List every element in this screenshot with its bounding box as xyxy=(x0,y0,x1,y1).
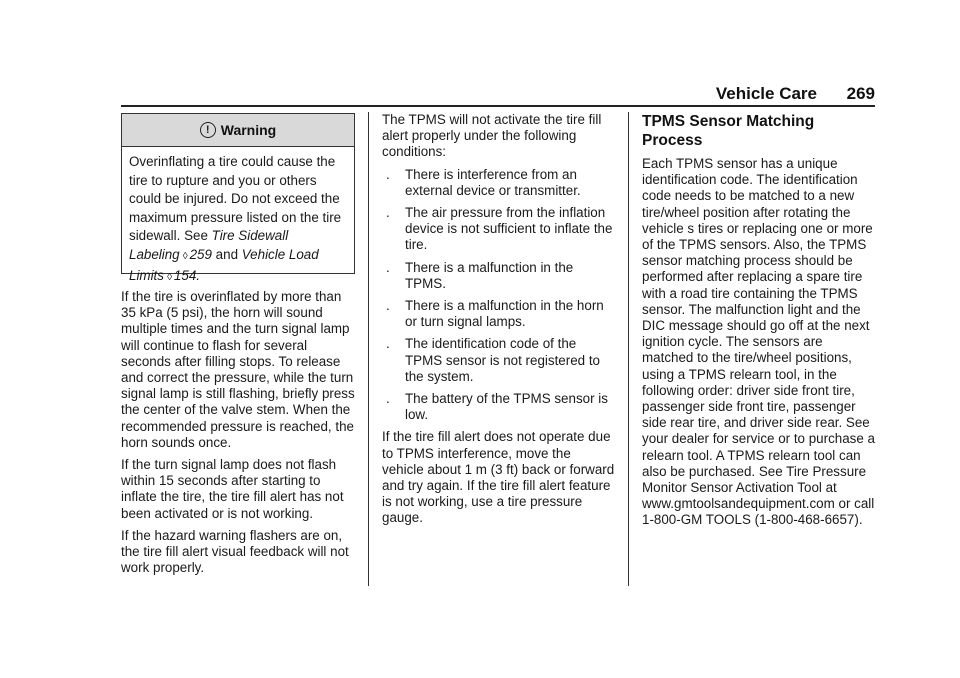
exclamation-circle-icon: ! xyxy=(200,122,216,138)
page-number: 269 xyxy=(846,84,875,103)
warning-label: Warning xyxy=(220,121,277,138)
warning-body-text: Overinflating a tire could cause the tire to rupture and you or others could be injured. Do not exceed the maximum pressure listed on the tire sidewall. See xyxy=(129,154,342,244)
page-reference-arrow-icon: ◊ xyxy=(166,271,172,283)
list-item-text: The identification code of the TPMS sensor is not registered to the system. xyxy=(405,336,600,384)
bullet-marker: . xyxy=(386,336,390,352)
list-item-text: The battery of the TPMS sensor is low. xyxy=(405,391,608,423)
reference-title: Tire Sidewall Labeling xyxy=(129,228,289,262)
column-divider xyxy=(628,112,629,586)
list-item-text: There is interference from an external device or transmitter. xyxy=(405,166,581,198)
conjunction: and xyxy=(215,246,239,262)
bullet-marker: . xyxy=(386,259,390,275)
bullet-marker: . xyxy=(386,205,390,221)
paragraph: If the tire is overinflated by more than 35 kPa (5 psi), the horn will sound multiple times and the turn signal lamp will continue to flash for several seconds after filling stops. To release and correct the pressure, while the turn signal lamp is still flashing, briefly press the center of the valve stem. When the recommended pressure is reached, the horn sounds once. xyxy=(121,289,355,450)
paragraph: If the tire fill alert does not operate due to TPMS interference, move the vehicle about 1 m (3 ft) back or forward and try again. If the tire fill alert feature is not working, use a tire pressure gauge. xyxy=(382,429,615,526)
reference-title: Vehicle Load Limits xyxy=(129,246,319,283)
reference-page: 259 xyxy=(189,246,212,262)
list-item xyxy=(382,260,616,292)
bullet-marker: . xyxy=(386,166,390,182)
header-title: Vehicle Care xyxy=(715,84,817,103)
paragraph: If the hazard warning flashers are on, the tire fill alert visual feedback will not work properly. xyxy=(121,527,349,576)
list-item-text: The air pressure from the inflation device is not sufficient to inflate the tire. xyxy=(405,205,613,253)
list-item xyxy=(382,205,616,254)
reference-page: 154. xyxy=(173,267,200,283)
bullet-marker: . xyxy=(386,391,390,407)
warning-box xyxy=(121,113,355,283)
paragraph: Each TPMS sensor has a unique identification code. The identification code needs to be matched to a new tire/wheel position after rotating the vehicle s tires or replacing one or more of the TPMS sensors. Also, the TPMS sensor matching process should be performed after replacing a spare tire with a road tire containing the TPMS sensor. The malfunction light and the DIC message should go off at the next ignition cycle. The sensors are matched to the tire/wheel positions, using a TPMS relearn tool, in the following order: driver side front tire, passenger side front tire, passenger side rear tire, and driver side rear. See your dealer for service or to purchase a relearn tool. A TPMS relearn tool can also be purchased. See Tire Pressure Monitor Sensor Activation Tool at www.gmtoolsandequipment.com or call 1-800-GM TOOLS (1-800-468-6657). xyxy=(642,156,875,528)
list-item xyxy=(382,391,616,423)
paragraph: The TPMS will not activate the tire fill alert properly under the following conditions: xyxy=(382,112,602,160)
list-item-text: There is a malfunction in the horn or turn signal lamps. xyxy=(405,298,604,330)
warning-header xyxy=(122,114,354,147)
paragraph: If the turn signal lamp does not flash within 15 seconds after starting to inflate the tire, the tire fill alert has not been activated or is not working. xyxy=(121,457,344,521)
page-reference-arrow-icon: ◊ xyxy=(182,250,188,262)
column-2 xyxy=(382,112,616,533)
column-1 xyxy=(121,113,357,582)
column-3 xyxy=(642,112,876,535)
column-divider xyxy=(368,112,369,586)
list-item xyxy=(382,336,616,385)
header-rule xyxy=(121,105,875,107)
page-header xyxy=(121,84,875,106)
list-item xyxy=(382,298,616,330)
warning-text xyxy=(122,147,354,287)
list-item-text: There is a malfunction in the TPMS. xyxy=(405,259,574,291)
bullet-marker: . xyxy=(386,298,390,314)
list-item xyxy=(382,167,616,199)
section-title: TPMS Sensor Matching Process xyxy=(642,113,815,149)
